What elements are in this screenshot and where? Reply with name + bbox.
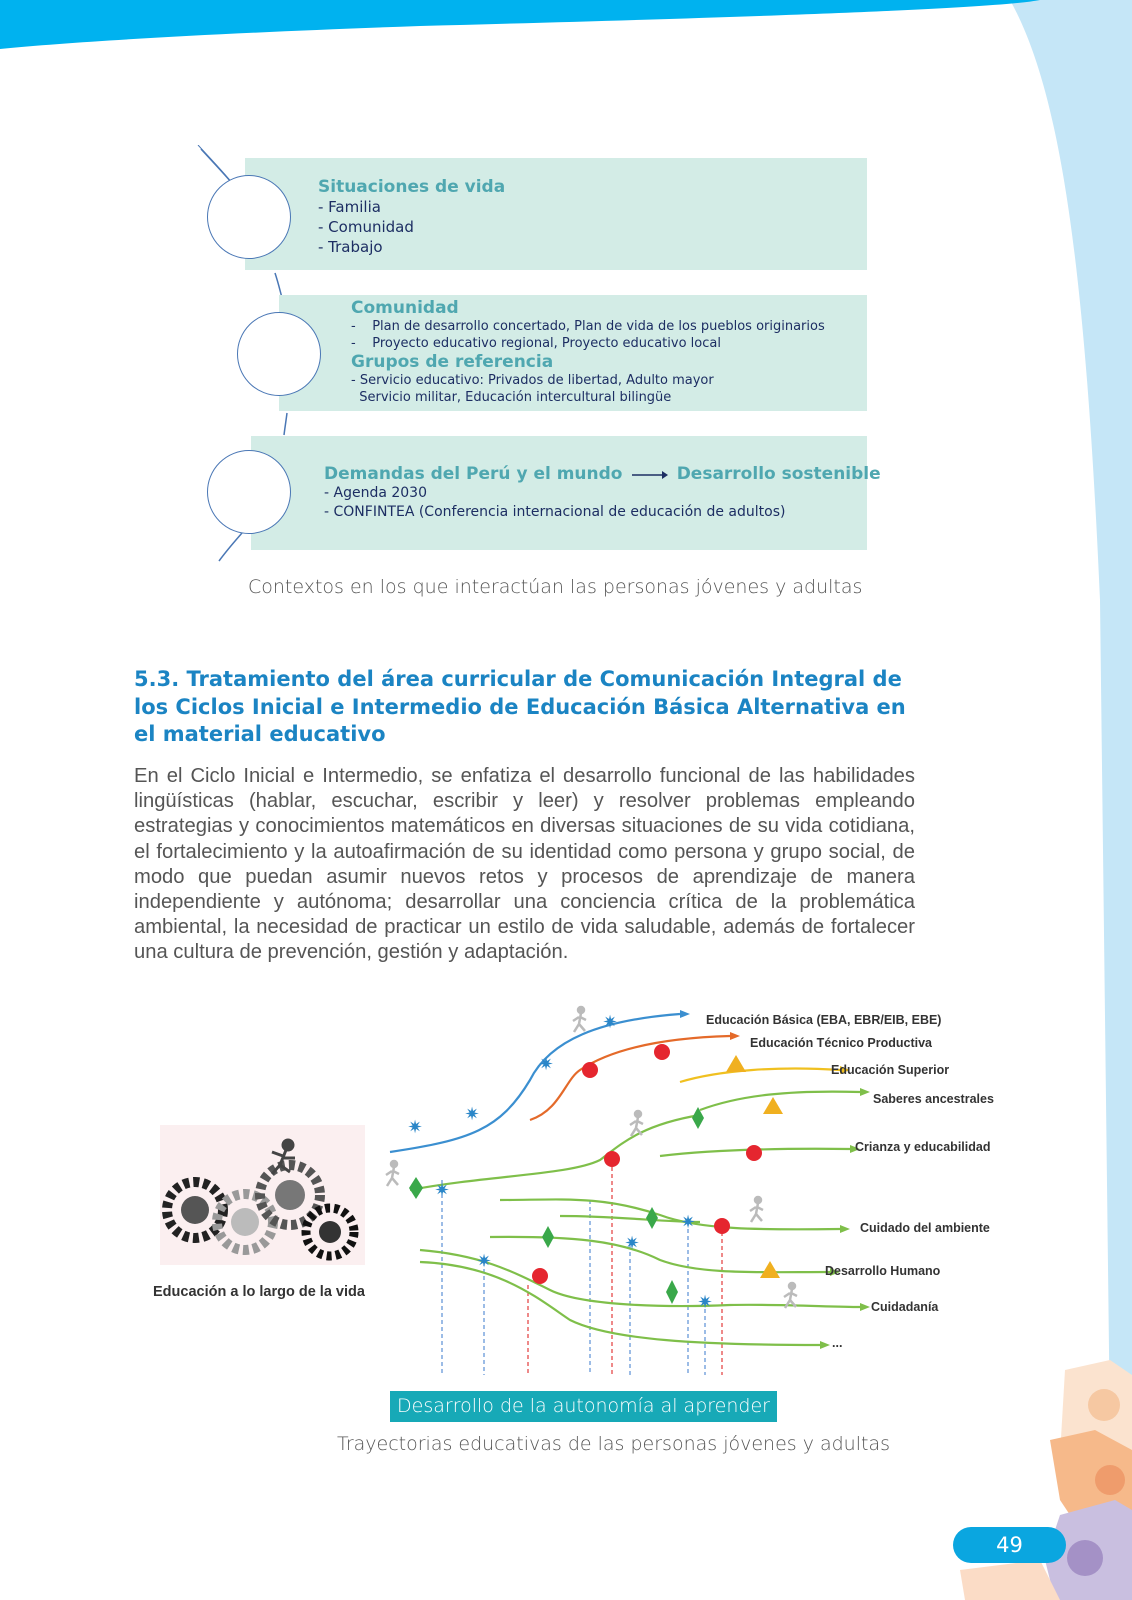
svg-text:✷: ✷ bbox=[538, 1054, 554, 1075]
curve-saberes bbox=[700, 1092, 860, 1110]
trajectory-label: Saberes ancestrales bbox=[873, 1092, 994, 1106]
context-title: Comunidad bbox=[351, 298, 459, 318]
curve-basica bbox=[390, 1014, 680, 1152]
page-number: 49 bbox=[953, 1527, 1066, 1563]
svg-text:✷: ✷ bbox=[407, 1117, 423, 1138]
context-line: - Trabajo bbox=[318, 238, 383, 256]
section-title: 5.3. Tratamiento del área curricular de Comunicación Integral de los Ciclos Inicial e Intermedio de Educación Básica Alternativa en el material educativo bbox=[134, 667, 906, 746]
svg-text:✷: ✷ bbox=[434, 1180, 450, 1201]
trajectory-label: Cuidado del ambiente bbox=[860, 1221, 990, 1235]
context-line: - Plan de desarrollo concertado, Plan de vida de los pueblos originarios bbox=[351, 319, 825, 334]
svg-text:✷: ✷ bbox=[476, 1251, 492, 1272]
svg-text:✷: ✷ bbox=[602, 1012, 618, 1033]
svg-text:✷: ✷ bbox=[697, 1292, 713, 1313]
right-blue-band bbox=[1010, 0, 1132, 1600]
trajectory-label: Educación Técnico Productiva bbox=[750, 1036, 932, 1050]
puzzle-decoration bbox=[960, 1360, 1132, 1600]
curve-superior bbox=[680, 1069, 840, 1083]
svg-text:✷: ✷ bbox=[624, 1233, 640, 1254]
context-text-1 bbox=[318, 177, 505, 257]
figure-caption: Contextos en los que interactúan las personas jóvenes y adultas bbox=[248, 576, 863, 598]
figure-caption: Trayectorias educativas de las personas jóvenes y adultas bbox=[337, 1433, 890, 1455]
context-line: - Agenda 2030 bbox=[324, 485, 427, 501]
context-text-2 bbox=[351, 298, 825, 406]
trajectory-curves bbox=[390, 1014, 860, 1345]
svg-text:✷: ✷ bbox=[464, 1104, 480, 1125]
context-circle-2 bbox=[237, 312, 321, 396]
trajectory-label: Cuidadanía bbox=[871, 1300, 939, 1314]
trajectory-label: Crianza y educabilidad bbox=[855, 1140, 991, 1154]
curve-ambiente bbox=[500, 1199, 840, 1229]
walker-icons bbox=[386, 1007, 797, 1308]
svg-text:✷: ✷ bbox=[680, 1212, 696, 1233]
context-circle-1 bbox=[207, 175, 291, 259]
red-circle-markers bbox=[532, 1044, 762, 1284]
lifelong-learning-label: Educación a lo largo de la vida bbox=[153, 1284, 365, 1300]
body-paragraph: En el Ciclo Inicial e Intermedio, se enfatiza el desarrollo funcional de las habilidades lingüísticas (hablar, escuchar, escribir y leer) y resolver problemas empleando estrategias y conocimientos matemáticos en diversas situaciones de su vida cotidiana, el fortalecimiento y la autoafirmación de su identidad como persona y grupo social, de modo que puedan asumir nuevos retos y procesos de aprendizaje de manera independiente y autónoma; desarrollar una conciencia crítica de la problemática ambiental, la necesidad de practicar un estilo de vida saludable, además de fortalecer una cultura de prevención, gestión y adaptación. bbox=[134, 765, 915, 964]
puzzle-piece-peach bbox=[960, 1560, 1060, 1600]
trajectory-label: Educación Superior bbox=[831, 1063, 950, 1077]
autonomy-bar: Desarrollo de la autonomía al aprender bbox=[390, 1391, 777, 1422]
triangle-markers bbox=[726, 1055, 783, 1278]
trajectory-label: ... bbox=[832, 1336, 843, 1350]
curve-humano bbox=[490, 1237, 830, 1272]
context-title: Demandas del Perú y el mundo bbox=[324, 464, 623, 484]
context-line: Servicio militar, Educación intercultural bilingüe bbox=[351, 390, 672, 405]
trajectory-label: Desarrollo Humano bbox=[825, 1264, 941, 1278]
curve-ambiente-2 bbox=[560, 1216, 700, 1222]
diamond-markers bbox=[409, 1107, 704, 1304]
context-title: Situaciones de vida bbox=[318, 177, 506, 197]
arrow-right-icon bbox=[630, 469, 670, 481]
curve-crianza bbox=[410, 1115, 700, 1190]
context-text-3 bbox=[324, 464, 881, 522]
context-line: - Familia bbox=[318, 198, 381, 216]
context-line: - CONFINTEA (Conferencia internacional de educación de adultos) bbox=[324, 504, 786, 520]
trajectories-figure bbox=[140, 1000, 1000, 1380]
context-line: - Servicio educativo: Privados de libertad, Adulto mayor bbox=[351, 373, 714, 388]
context-title: Grupos de referencia bbox=[351, 352, 554, 372]
trajectory-label: Educación Básica (EBA, EBR/EIB, EBE) bbox=[706, 1013, 942, 1027]
context-title: Desarrollo sostenible bbox=[676, 464, 881, 484]
context-line: - Proyecto educativo regional, Proyecto educativo local bbox=[351, 336, 721, 351]
context-circle-3 bbox=[207, 450, 291, 534]
header-band bbox=[0, 0, 1040, 49]
context-line: - Comunidad bbox=[318, 218, 414, 236]
